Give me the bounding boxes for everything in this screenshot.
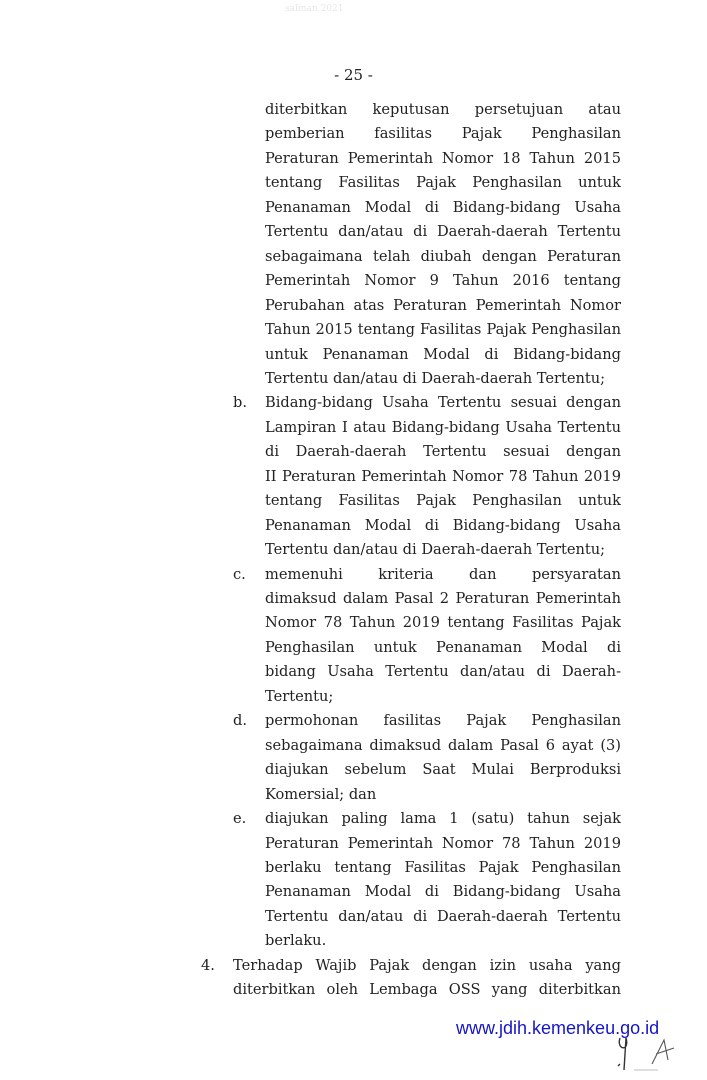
text-line: Penanaman Modal di Bidang-bidang Usaha (265, 883, 621, 901)
list-label: d. (233, 712, 247, 730)
text-line: diterbitkan keputusan persetujuan atau (265, 101, 621, 118)
faint-header: salinan 2021 (285, 4, 344, 14)
text-line: permohonan fasilitas Pajak Penghasilan (265, 712, 621, 730)
text-line: diajukan sebelum Saat Mulai Berproduksi (265, 761, 621, 779)
text-line: Komersial; dan (265, 785, 377, 803)
text-line: Penanaman Modal di Bidang-bidang Usaha (265, 516, 621, 534)
text-line: tentang Fasilitas Pajak Penghasilan untuk (265, 492, 621, 510)
text-line: Perubahan atas Peraturan Pemerintah Nomor (265, 296, 621, 314)
text-line: Tertentu dan/atau di Daerah-daerah Tertentu (265, 907, 621, 925)
list-label: c. (233, 565, 246, 583)
footer-url[interactable]: www.jdih.kemenkeu.go.id (456, 1018, 660, 1038)
list-label: 4. (201, 956, 215, 974)
text-line: Tahun 2015 tentang Fasilitas Pajak Penghasilan (265, 321, 621, 339)
text-line: Tertentu dan/atau di Daerah-daerah Tertentu; (265, 369, 606, 387)
text-line: Tertentu; (265, 687, 334, 705)
page-number: - 25 - (334, 66, 373, 84)
text-line: sebagaimana dimaksud dalam Pasal 6 ayat (3) (265, 736, 621, 754)
list-label: e. (233, 810, 247, 828)
text-line: Terhadap Wajib Pajak dengan izin usaha yang (233, 956, 621, 974)
text-line: sebagaimana telah diubah dengan Peraturan (265, 247, 621, 265)
text-line: dimaksud dalam Pasal 2 Peraturan Pemerintah (265, 590, 621, 607)
text-line: Penanaman Modal di Bidang-bidang Usaha (265, 198, 621, 216)
text-line: II Peraturan Pemerintah Nomor 78 Tahun 2019 (265, 467, 621, 485)
text-line: pemberian fasilitas Pajak Penghasilan (265, 125, 621, 143)
text-line: di Daerah-daerah Tertentu sesuai dengan (265, 443, 621, 461)
text-line: Peraturan Pemerintah Nomor 18 Tahun 2015 (265, 149, 621, 167)
text-line: diterbitkan oleh Lembaga OSS yang diterbitkan (233, 981, 621, 999)
text-line: memenuhi kriteria dan persyaratan (265, 565, 621, 583)
list-label: b. (233, 394, 247, 412)
text-line: Bidang-bidang Usaha Tertentu sesuai dengan (265, 394, 621, 412)
text-line: berlaku. (265, 932, 327, 950)
text-line: bidang Usaha Tertentu dan/atau di Daerah- (265, 663, 621, 681)
text-line: Peraturan Pemerintah Nomor 78 Tahun 2019 (265, 834, 621, 852)
text-line: Nomor 78 Tahun 2019 tentang Fasilitas Pajak (265, 614, 621, 632)
text-line: Tertentu dan/atau di Daerah-daerah Tertentu (265, 223, 621, 241)
text-line: Pemerintah Nomor 9 Tahun 2016 tentang (265, 272, 621, 290)
text-line: Penghasilan untuk Penanaman Modal di (265, 638, 621, 656)
text-line: diajukan paling lama 1 (satu) tahun sejak (265, 810, 621, 828)
text-line: berlaku tentang Fasilitas Pajak Penghasilan (265, 858, 621, 876)
text-line: Tertentu dan/atau di Daerah-daerah Tertentu; (265, 541, 606, 559)
text-line: Lampiran I atau Bidang-bidang Usaha Tertentu (265, 418, 621, 436)
text-line: untuk Penanaman Modal di Bidang-bidang (265, 345, 621, 363)
text-line: tentang Fasilitas Pajak Penghasilan untuk (265, 174, 621, 192)
signature-initials-icon (612, 1030, 682, 1075)
